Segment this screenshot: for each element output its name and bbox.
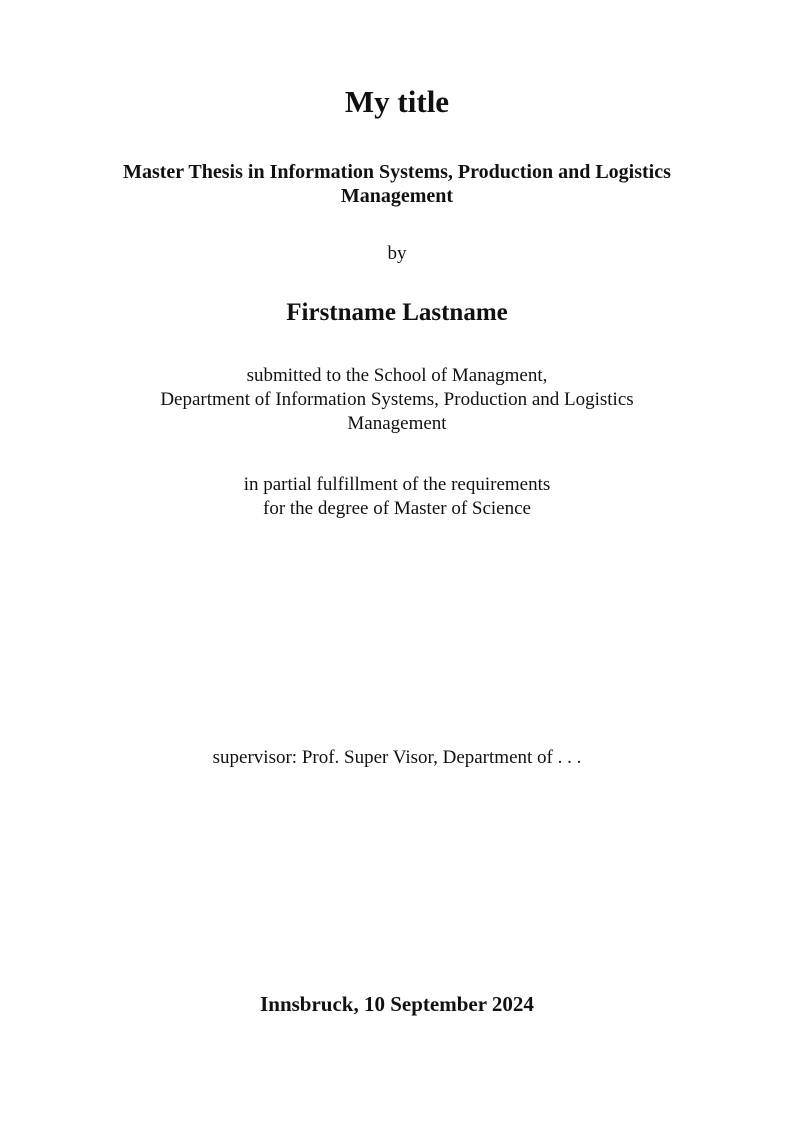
degree-statement	[60, 473, 734, 521]
thesis-subtitle-line: Master Thesis in Information Systems, Production and Logistics	[123, 161, 671, 183]
supervisor-line: supervisor: Prof. Super Visor, Department of . . .	[212, 747, 582, 768]
degree-statement-line: in partial fulfillment of the requirements	[243, 474, 551, 495]
submission-statement	[60, 364, 734, 436]
author-name: Firstname Lastname	[286, 299, 508, 326]
submission-statement-line: Management	[347, 413, 447, 434]
byline: by	[387, 243, 407, 264]
thesis-title: My title	[344, 84, 450, 119]
degree-statement-line: for the degree of Master of Science	[263, 498, 531, 519]
submission-statement-line: Department of Information Systems, Production and Logistics	[160, 389, 634, 410]
place-and-date: Innsbruck, 10 September 2024	[260, 992, 534, 1016]
thesis-subtitle-line: Management	[340, 185, 454, 207]
thesis-subtitle	[60, 160, 734, 208]
submission-statement-line: submitted to the School of Managment,	[246, 365, 548, 386]
